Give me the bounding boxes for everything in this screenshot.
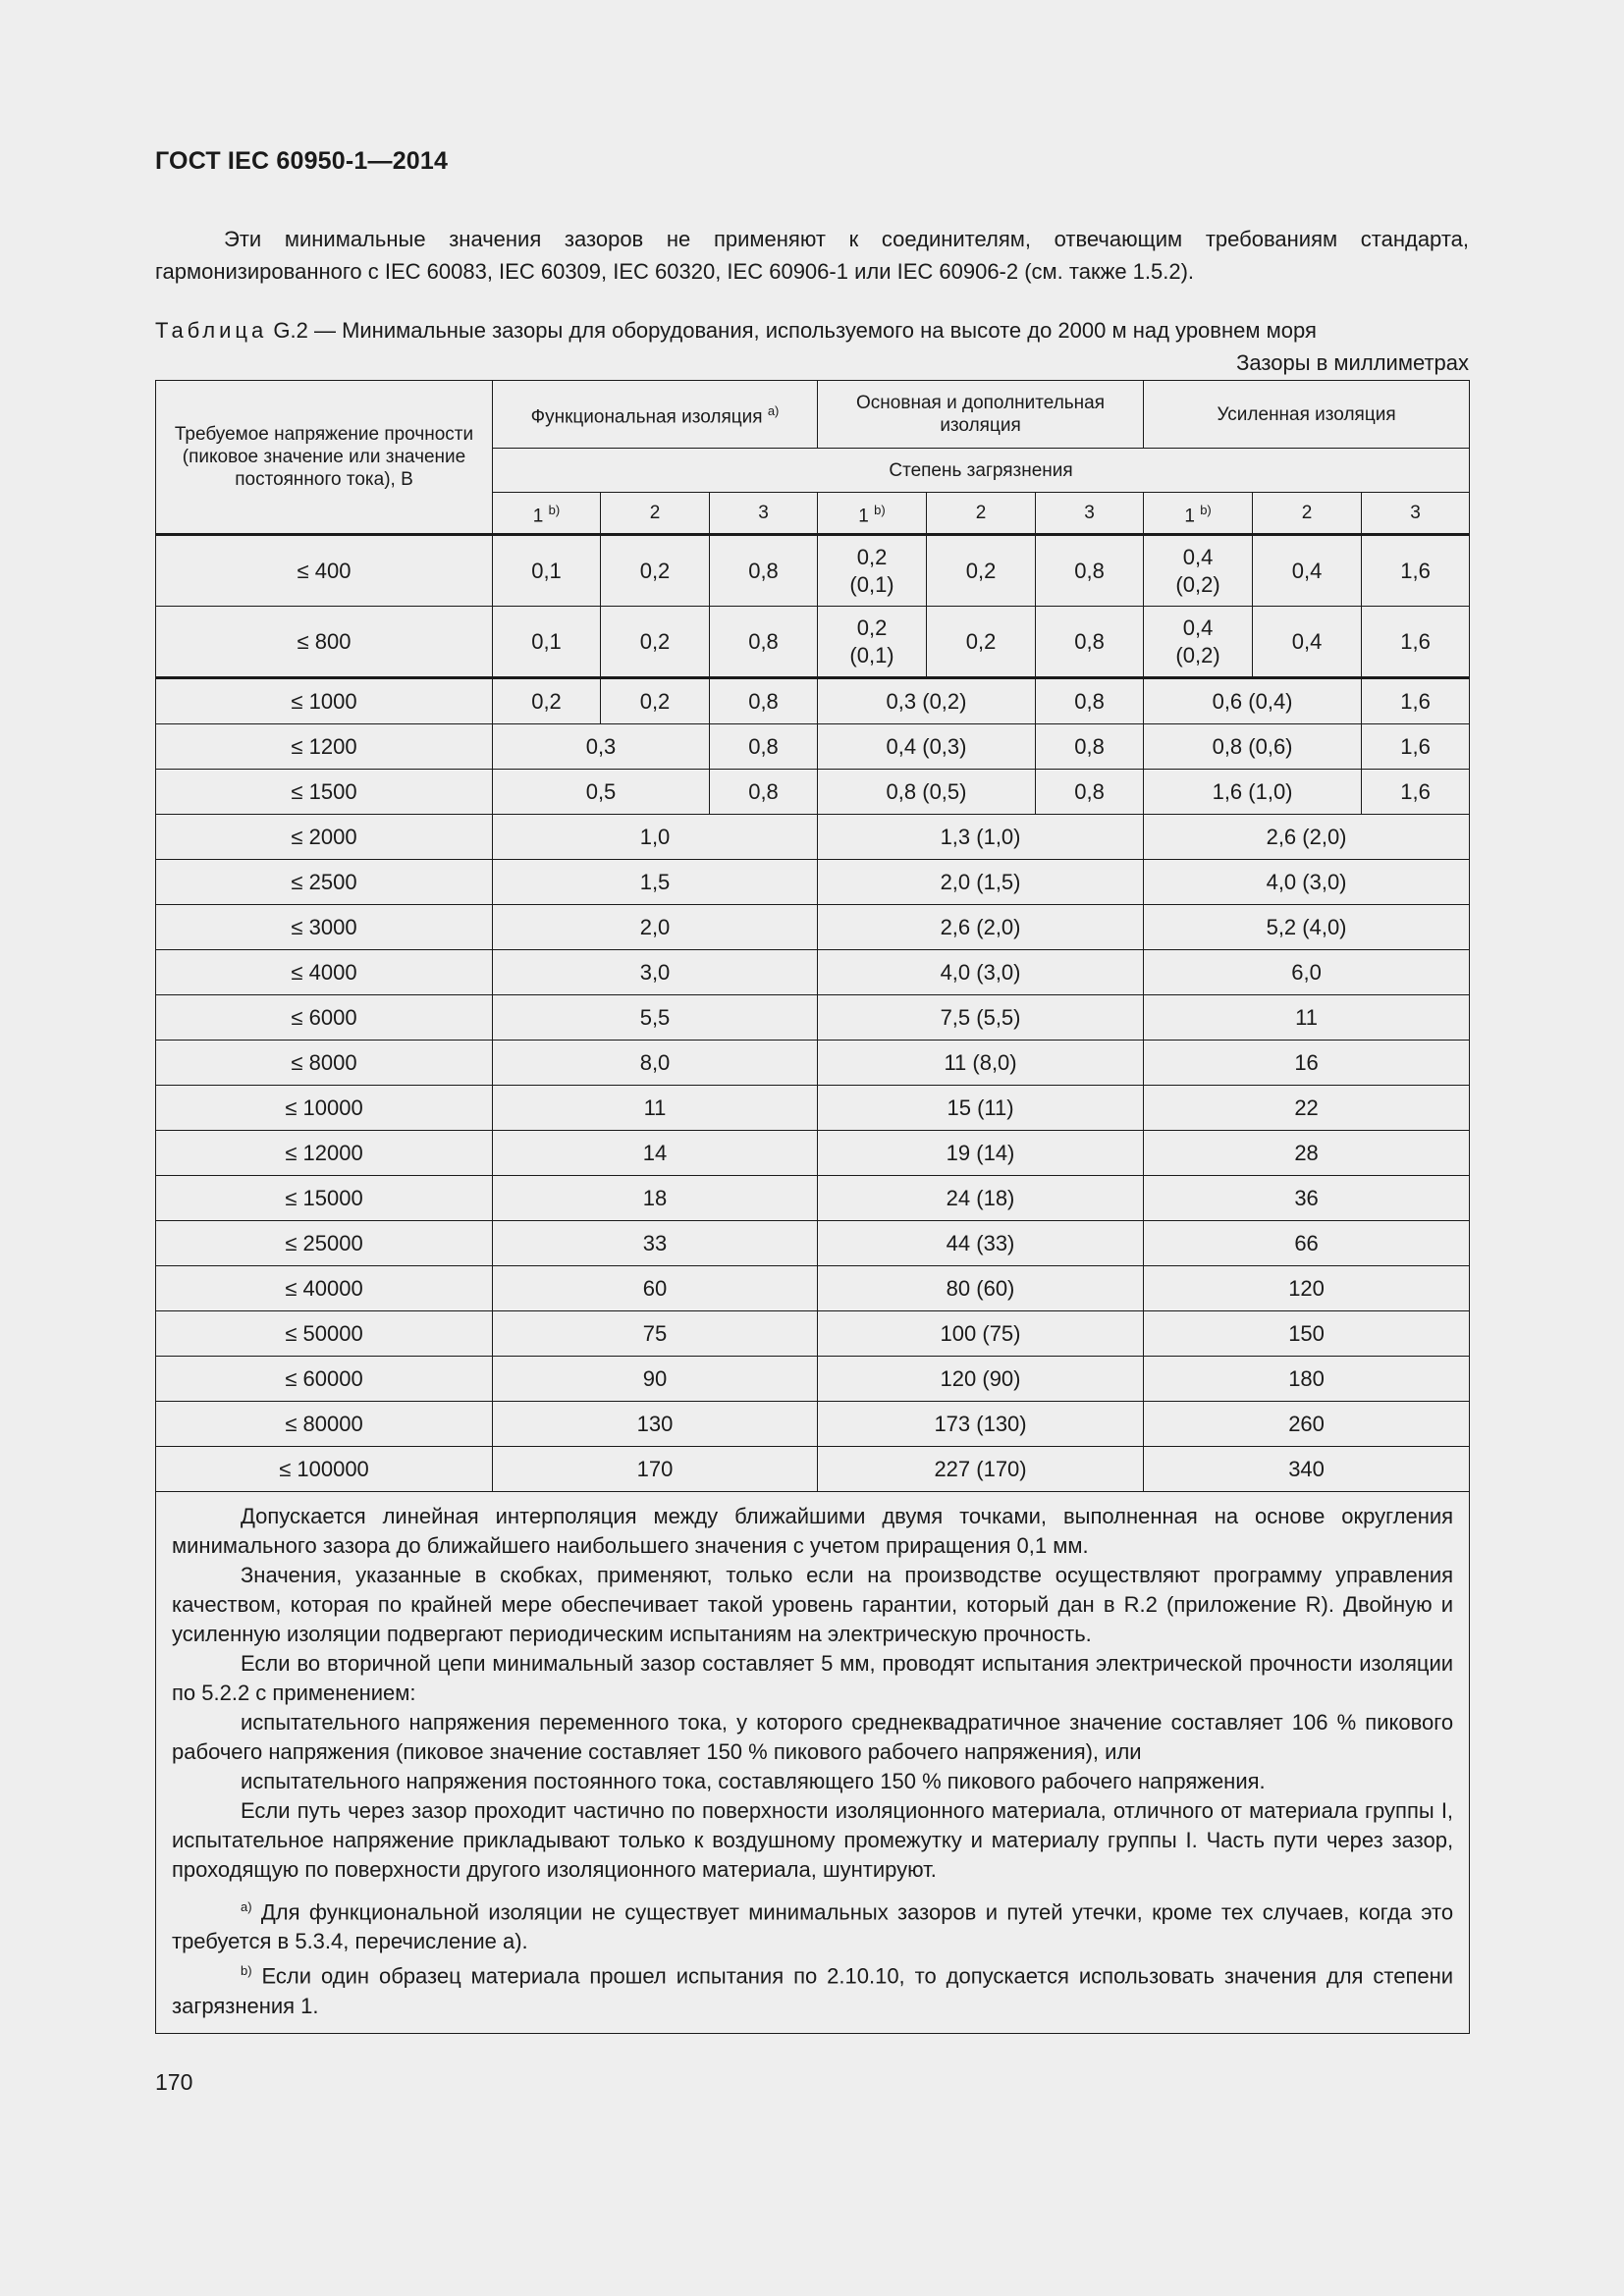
table-cell: 0,8 [710, 535, 818, 607]
table-cell: 2,0 [493, 905, 818, 950]
table-row [156, 770, 1470, 815]
table-cell: 24 (18) [818, 1176, 1144, 1221]
table-cell: 0,8 [1036, 724, 1144, 770]
voltage-cell: ≤ 400 [156, 535, 493, 607]
table-cell: 120 [1144, 1266, 1470, 1311]
table-row [156, 607, 1470, 678]
table-cell: 0,8 (0,5) [818, 770, 1036, 815]
header-degree-1 [1144, 493, 1253, 535]
table-row [156, 995, 1470, 1041]
voltage-cell: ≤ 800 [156, 607, 493, 678]
table-cell: 15 (11) [818, 1086, 1144, 1131]
footnote-text: Для функциональной изоляции не существует минимальных зазоров и путей утечки, кроме тех случаев, когда это требуется в 5.3.4, перечисление а). [172, 1899, 1454, 1954]
table-cell: 60 [493, 1266, 818, 1311]
header-reinforced: Усиленная изоляция [1144, 381, 1470, 449]
header-degree-3: 3 [1362, 493, 1470, 535]
table-cell: 0,8 [1036, 607, 1144, 678]
table-cell: 0,2 [927, 607, 1036, 678]
table-cell: 0,2 (0,1) [818, 535, 927, 607]
table-cell: 36 [1144, 1176, 1470, 1221]
degree-label: 1 [1184, 506, 1195, 527]
table-cell: 0,8 (0,6) [1144, 724, 1362, 770]
degree-footnote: b) [874, 502, 886, 517]
table-cell: 260 [1144, 1402, 1470, 1447]
table-cell: 8,0 [493, 1041, 818, 1086]
table-cell: 0,8 [710, 770, 818, 815]
table-cell: 0,1 [493, 607, 601, 678]
table-row [156, 950, 1470, 995]
table-cell: 2,6 (2,0) [818, 905, 1144, 950]
header-functional-label: Функциональная изоляция [530, 406, 763, 428]
table-cell: 16 [1144, 1041, 1470, 1086]
intro-paragraph: Эти минимальные значения зазоров не применяют к соединителям, отвечающим требованиям стандарта, гармонизированного с IEC 60083, IEC 60309, IEC 60320, IEC 60906-1 или IEC 60906-2 (см. также 1.5.2). [155, 227, 1469, 284]
table-cell: 4,0 (3,0) [1144, 860, 1470, 905]
note-paragraph: испытательного напряжения постоянного тока, составляющего 150 % пикового рабочего напряжения. [241, 1769, 1266, 1793]
table-cell: 0,3 (0,2) [818, 678, 1036, 724]
table-cell: 0,8 [1036, 535, 1144, 607]
table-caption-text: G.2 — Минимальные зазоры для оборудования, используемого на высоте до 2000 м над уровнем моря [267, 318, 1317, 343]
table-cell: 1,6 [1362, 678, 1470, 724]
table-row [156, 1266, 1470, 1311]
footnote-text: Если один образец материала прошел испытания по 2.10.10, то допускается использовать значения для степени загрязнения 1. [172, 1963, 1454, 2018]
table-cell: 3,0 [493, 950, 818, 995]
note-paragraph: Значения, указанные в скобках, применяют, только если на производстве осуществляют программу управления качеством, которая по крайней мере обеспечивает такой уровень гарантии, который дан в R.2 (приложение R). Двойную и усиленную изоляции подвергают периодическим испытаниям на электрическую прочность. [172, 1563, 1454, 1646]
document-header: ГОСТ IEC 60950-1—2014 [155, 147, 449, 175]
degree-footnote: b) [1200, 502, 1212, 517]
table-cell: 0,4 (0,2) [1144, 535, 1253, 607]
table-cell: 0,4 [1253, 535, 1362, 607]
table-cell: 1,5 [493, 860, 818, 905]
table-row [156, 724, 1470, 770]
table-cell: 4,0 (3,0) [818, 950, 1144, 995]
voltage-cell: ≤ 2000 [156, 815, 493, 860]
page-number: 170 [155, 2069, 193, 2095]
table-cell: 1,6 [1362, 770, 1470, 815]
note-paragraph: Если во вторичной цепи минимальный зазор составляет 5 мм, проводят испытания электрической прочности изоляции по 5.2.2 с применением: [172, 1651, 1454, 1705]
header-degree-2: 2 [927, 493, 1036, 535]
table-row [156, 1176, 1470, 1221]
voltage-cell: ≤ 10000 [156, 1086, 493, 1131]
table-row [156, 1311, 1470, 1357]
table-row [156, 1086, 1470, 1131]
table-cell: 5,5 [493, 995, 818, 1041]
voltage-cell: ≤ 1200 [156, 724, 493, 770]
table-cell: 75 [493, 1311, 818, 1357]
table-cell: 22 [1144, 1086, 1470, 1131]
table-cell: 6,0 [1144, 950, 1470, 995]
footnote-mark: b) [241, 1963, 252, 1979]
table-cell: 0,8 [710, 607, 818, 678]
table-cell: 80 (60) [818, 1266, 1144, 1311]
table-row [156, 535, 1470, 607]
voltage-cell: ≤ 8000 [156, 1041, 493, 1086]
table-cell: 1,6 (1,0) [1144, 770, 1362, 815]
voltage-cell: ≤ 4000 [156, 950, 493, 995]
table-row [156, 1447, 1470, 1492]
table-units: Зазоры в миллиметрах [1236, 350, 1469, 375]
table-cell: 19 (14) [818, 1131, 1144, 1176]
voltage-cell: ≤ 1500 [156, 770, 493, 815]
table-cell: 0,5 [493, 770, 710, 815]
table-notes [156, 1492, 1470, 2034]
voltage-cell: ≤ 2500 [156, 860, 493, 905]
header-degree-1 [493, 493, 601, 535]
table-cell: 90 [493, 1357, 818, 1402]
table-cell: 2,0 (1,5) [818, 860, 1144, 905]
header-functional [493, 381, 818, 449]
table-cell: 1,6 [1362, 607, 1470, 678]
table-cell: 173 (130) [818, 1402, 1144, 1447]
voltage-cell: ≤ 60000 [156, 1357, 493, 1402]
table-row [156, 1041, 1470, 1086]
table-row [156, 860, 1470, 905]
table-cell: 14 [493, 1131, 818, 1176]
table-caption [155, 314, 1469, 347]
header-degree-3: 3 [1036, 493, 1144, 535]
table-cell: 0,4 (0,3) [818, 724, 1036, 770]
header-degree-2: 2 [601, 493, 710, 535]
table-cell: 1,0 [493, 815, 818, 860]
table-cell: 5,2 (4,0) [1144, 905, 1470, 950]
table-cell: 170 [493, 1447, 818, 1492]
table-cell: 120 (90) [818, 1357, 1144, 1402]
voltage-cell: ≤ 1000 [156, 678, 493, 724]
table-cell: 0,2 (0,1) [818, 607, 927, 678]
degree-footnote: b) [548, 502, 561, 517]
footnote [172, 1956, 1453, 2020]
table-cell: 66 [1144, 1221, 1470, 1266]
table-cell: 0,8 [710, 724, 818, 770]
voltage-cell: ≤ 100000 [156, 1447, 493, 1492]
table-cell: 0,2 [493, 678, 601, 724]
header-voltage: Требуемое напряжение прочности (пиковое значение или значение постоянного тока), В [156, 381, 493, 535]
table-cell: 130 [493, 1402, 818, 1447]
table-cell: 227 (170) [818, 1447, 1144, 1492]
table-cell: 100 (75) [818, 1311, 1144, 1357]
voltage-cell: ≤ 50000 [156, 1311, 493, 1357]
header-degree-3: 3 [710, 493, 818, 535]
table-cell: 11 [1144, 995, 1470, 1041]
clearance-table [155, 380, 1470, 2034]
note-paragraph: Допускается линейная интерполяция между ближайшими двумя точками, выполненная на основе округления минимального зазора до ближайшего наибольшего значения с учетом приращения 0,1 мм. [172, 1504, 1454, 1558]
table-cell: 0,8 [1036, 770, 1144, 815]
table-row [156, 1131, 1470, 1176]
table-caption-label: Таблица [155, 318, 268, 343]
table-cell: 0,2 [601, 678, 710, 724]
voltage-cell: ≤ 80000 [156, 1402, 493, 1447]
degree-label: 1 [532, 506, 544, 527]
table-cell: 0,3 [493, 724, 710, 770]
table-cell: 1,6 [1362, 724, 1470, 770]
table-cell: 44 (33) [818, 1221, 1144, 1266]
table-cell: 0,2 [601, 535, 710, 607]
voltage-cell: ≤ 25000 [156, 1221, 493, 1266]
voltage-cell: ≤ 6000 [156, 995, 493, 1041]
table-cell: 0,4 [1253, 607, 1362, 678]
table-cell: 28 [1144, 1131, 1470, 1176]
table-cell: 150 [1144, 1311, 1470, 1357]
header-basic: Основная и дополнительная изоляция [818, 381, 1144, 449]
table-cell: 0,2 [927, 535, 1036, 607]
header-degree-2: 2 [1253, 493, 1362, 535]
table-cell: 1,6 [1362, 535, 1470, 607]
table-cell: 11 [493, 1086, 818, 1131]
footnote-mark: а) [241, 1899, 252, 1914]
table-row [156, 815, 1470, 860]
table-cell: 340 [1144, 1447, 1470, 1492]
footnote [172, 1893, 1453, 1956]
table-row [156, 1402, 1470, 1447]
header-pollution-degree: Степень загрязнения [493, 449, 1470, 493]
table-cell: 11 (8,0) [818, 1041, 1144, 1086]
note-paragraph: испытательного напряжения переменного тока, у которого среднеквадратичное значение составляет 106 % пикового рабочего напряжения (пиковое значение составляет 150 % пикового рабочего напряжения), или [172, 1710, 1454, 1764]
table-cell: 1,3 (1,0) [818, 815, 1144, 860]
table-cell: 33 [493, 1221, 818, 1266]
table-cell: 0,1 [493, 535, 601, 607]
header-functional-footnote: а) [767, 403, 780, 419]
table-row [156, 1221, 1470, 1266]
voltage-cell: ≤ 3000 [156, 905, 493, 950]
table-row [156, 905, 1470, 950]
table-row [156, 1357, 1470, 1402]
table-cell: 0,6 (0,4) [1144, 678, 1362, 724]
table-cell: 18 [493, 1176, 818, 1221]
voltage-cell: ≤ 15000 [156, 1176, 493, 1221]
table-cell: 0,2 [601, 607, 710, 678]
voltage-cell: ≤ 40000 [156, 1266, 493, 1311]
voltage-cell: ≤ 12000 [156, 1131, 493, 1176]
table-cell: 0,8 [1036, 678, 1144, 724]
note-paragraph: Если путь через зазор проходит частично по поверхности изоляционного материала, отличного от материала группы I, испытательное напряжение прикладывают только к воздушному промежутку и материалу группы I. Часть пути через зазор, проходящую по поверхности другого изоляционного материала, шунтируют. [172, 1798, 1454, 1882]
table-cell: 180 [1144, 1357, 1470, 1402]
table-cell: 0,4 (0,2) [1144, 607, 1253, 678]
table-row [156, 678, 1470, 724]
header-degree-1 [818, 493, 927, 535]
table-row [156, 1492, 1470, 2034]
degree-label: 1 [858, 506, 869, 527]
table-cell: 7,5 (5,5) [818, 995, 1144, 1041]
table-cell: 0,8 [710, 678, 818, 724]
table-cell: 2,6 (2,0) [1144, 815, 1470, 860]
